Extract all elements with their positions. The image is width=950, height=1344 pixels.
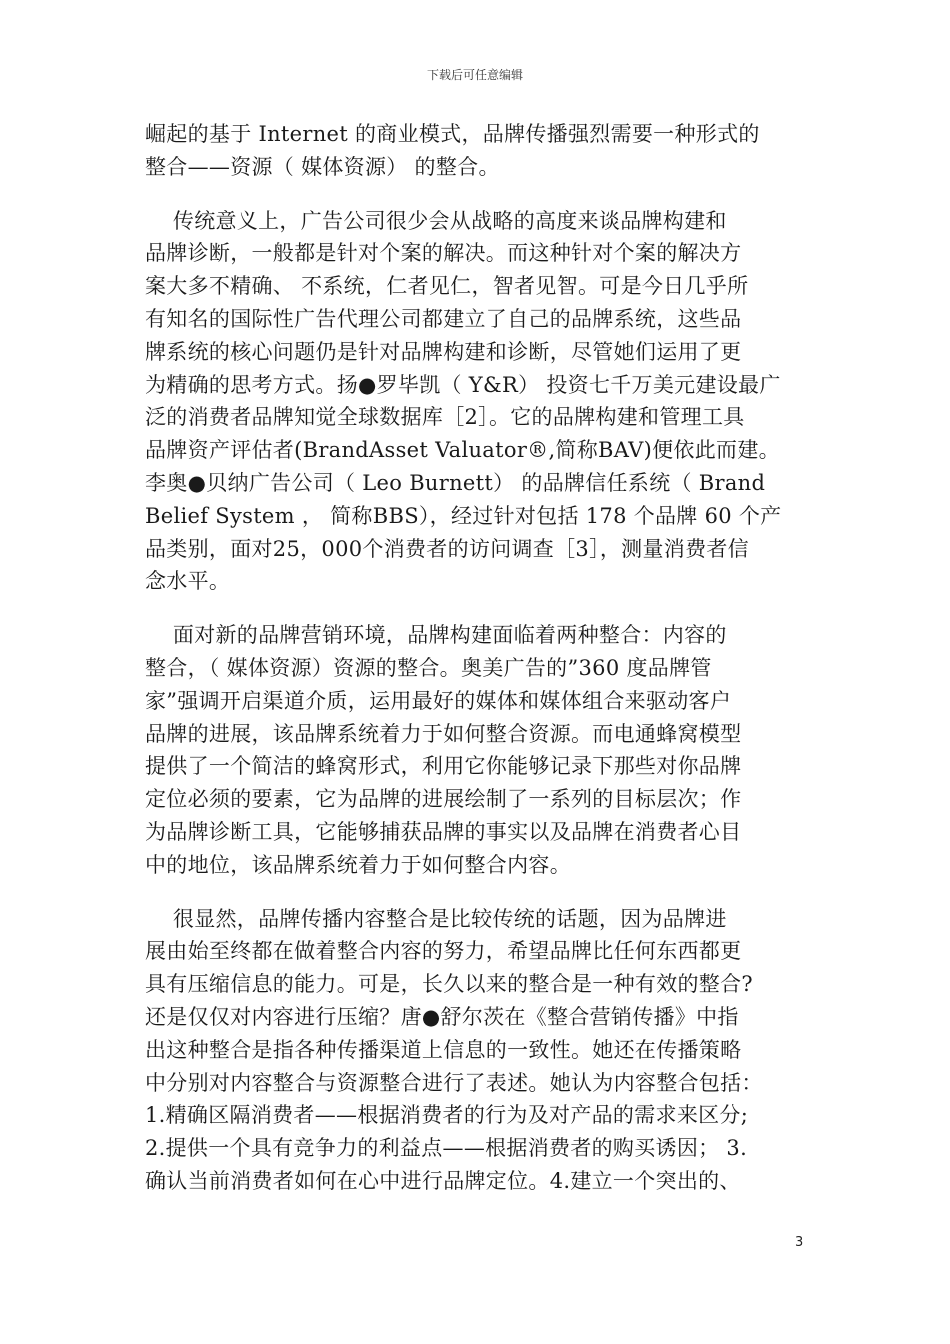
text-line: 确认当前消费者如何在心中进行品牌定位。4.建立一个突出的、 (145, 1168, 741, 1193)
text-line: 念水平。 (145, 569, 231, 594)
page-header: 下载后可任意编辑 (426, 68, 523, 82)
text-line: 品牌的进展，该品牌系统着力于如何整合资源。而电通蜂窝模型 (145, 721, 742, 746)
text-line: 整合，（ 媒体资源）资源的整合。奥美广告的”360 度品牌管 (145, 655, 712, 680)
text-line: 还是仅仅对内容进行压缩？唐●舒尔茨在《整合营销传播》中指 (145, 1004, 739, 1029)
paragraph (145, 903, 810, 1198)
page-number: 3 (795, 1235, 804, 1250)
paragraph (145, 205, 810, 599)
text-line: 为品牌诊断工具，它能够捕获品牌的事实以及品牌在消费者心目 (145, 819, 742, 844)
paragraph-gap (145, 184, 810, 205)
text-line: 品牌诊断，一般都是针对个案的解决。而这种针对个案的解决方 (145, 241, 742, 266)
text-line: 品类别，面对25，000个消费者的访问调查［3］，测量消费者信 (145, 536, 749, 561)
text-line: 中的地位，该品牌系统着力于如何整合内容。 (145, 852, 571, 877)
text-line: 出这种整合是指各种传播渠道上信息的一致性。她还在传播策略 (145, 1037, 742, 1062)
body-text (145, 118, 810, 1198)
text-line: 为精确的思考方式。扬●罗毕凯（ Y&R） 投资七千万美元建设最广 (145, 372, 781, 397)
text-line: 展由始至终都在做着整合内容的努力，希望品牌比任何东西都更 (145, 939, 742, 964)
text-line: 中分别对内容整合与资源整合进行了表述。她认为内容整合包括： (145, 1070, 763, 1095)
paragraph (145, 619, 810, 881)
text-line: 传统意义上，广告公司很少会从战略的高度来谈品牌构建和 (145, 208, 727, 233)
paragraph (145, 118, 810, 184)
text-line: Belief System ， 简称BBS），经过针对包括 178 个品牌 60 个产 (145, 503, 782, 528)
paragraph-gap (145, 598, 810, 619)
text-line: 家”强调开启渠道介质，运用最好的媒体和媒体组合来驱动客户 (145, 688, 732, 713)
paragraph-gap (145, 882, 810, 903)
text-line: 泛的消费者品牌知觉全球数据库［2］。它的品牌构建和管理工具 (145, 405, 745, 430)
text-line: 面对新的品牌营销环境，品牌构建面临着两种整合：内容的 (145, 623, 727, 648)
text-line: 崛起的基于 Internet 的商业模式，品牌传播强烈需要一种形式的 (145, 122, 760, 146)
text-line: 具有压缩信息的能力。可是，长久以来的整合是一种有效的整合? (145, 972, 753, 997)
text-line: 案大多不精确、 不系统，仁者见仁，智者见智。可是今日几乎所 (145, 274, 749, 299)
text-line: 整合——资源（ 媒体资源） 的整合。 (145, 154, 500, 179)
text-line: 提供了一个简洁的蜂窝形式，利用它你能够记录下那些对你品牌 (145, 754, 742, 779)
text-line: 1.精确区隔消费者——根据消费者的行为及对产品的需求来区分; (145, 1103, 749, 1128)
text-line: 有知名的国际性广告代理公司都建立了自己的品牌系统，这些品 (145, 306, 742, 331)
text-line: 2.提供一个具有竞争力的利益点——根据消费者的购买诱因； 3. (145, 1136, 748, 1161)
text-line: 牌系统的核心问题仍是针对品牌构建和诊断，尽管她们运用了更 (145, 339, 742, 364)
text-line: 定位必须的要素，它为品牌的进展绘制了一系列的目标层次；作 (145, 787, 742, 812)
text-line: 很显然，品牌传播内容整合是比较传统的话题，因为品牌进 (145, 906, 727, 931)
text-line: 李奥●贝纳广告公司（ Leo Burnett） 的品牌信任系统（ Brand (145, 470, 766, 495)
text-line: 品牌资产评估者(BrandAsset Valuator®,简称BAV)便依此而建。 (145, 438, 780, 463)
